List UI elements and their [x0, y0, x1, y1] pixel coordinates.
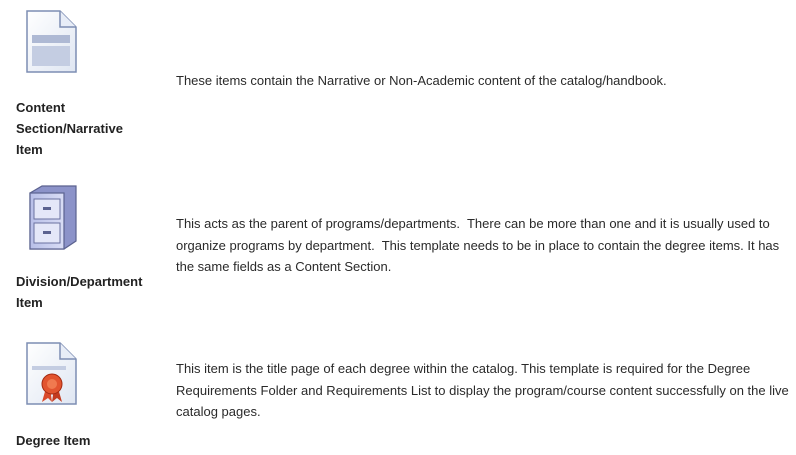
- document-page-icon: [22, 8, 80, 76]
- item-description-degree: This item is the title page of each degree within the catalog. This template is required for the Degree Requirements Folder and Requirements List to display the program/course content successfully on the live catalog pages.: [176, 361, 793, 419]
- item-label-division-department: Division/Department Item: [16, 274, 143, 310]
- certificate-document-icon: [22, 340, 80, 408]
- item-description-content-section: These items contain the Narrative or Non-Academic content of the catalog/handbook.: [176, 73, 667, 88]
- item-description-division-department: This acts as the parent of programs/departments. There can be more than one and it is usually used to organize programs by department. This template needs to be in place to contain the degree items. It has the same fields as a Content Section.: [176, 216, 783, 274]
- item-label-degree: Degree Item: [16, 433, 91, 448]
- item-label-content-section: Content Section/Narrative Item: [16, 100, 123, 157]
- filing-cabinet-icon: [22, 183, 80, 253]
